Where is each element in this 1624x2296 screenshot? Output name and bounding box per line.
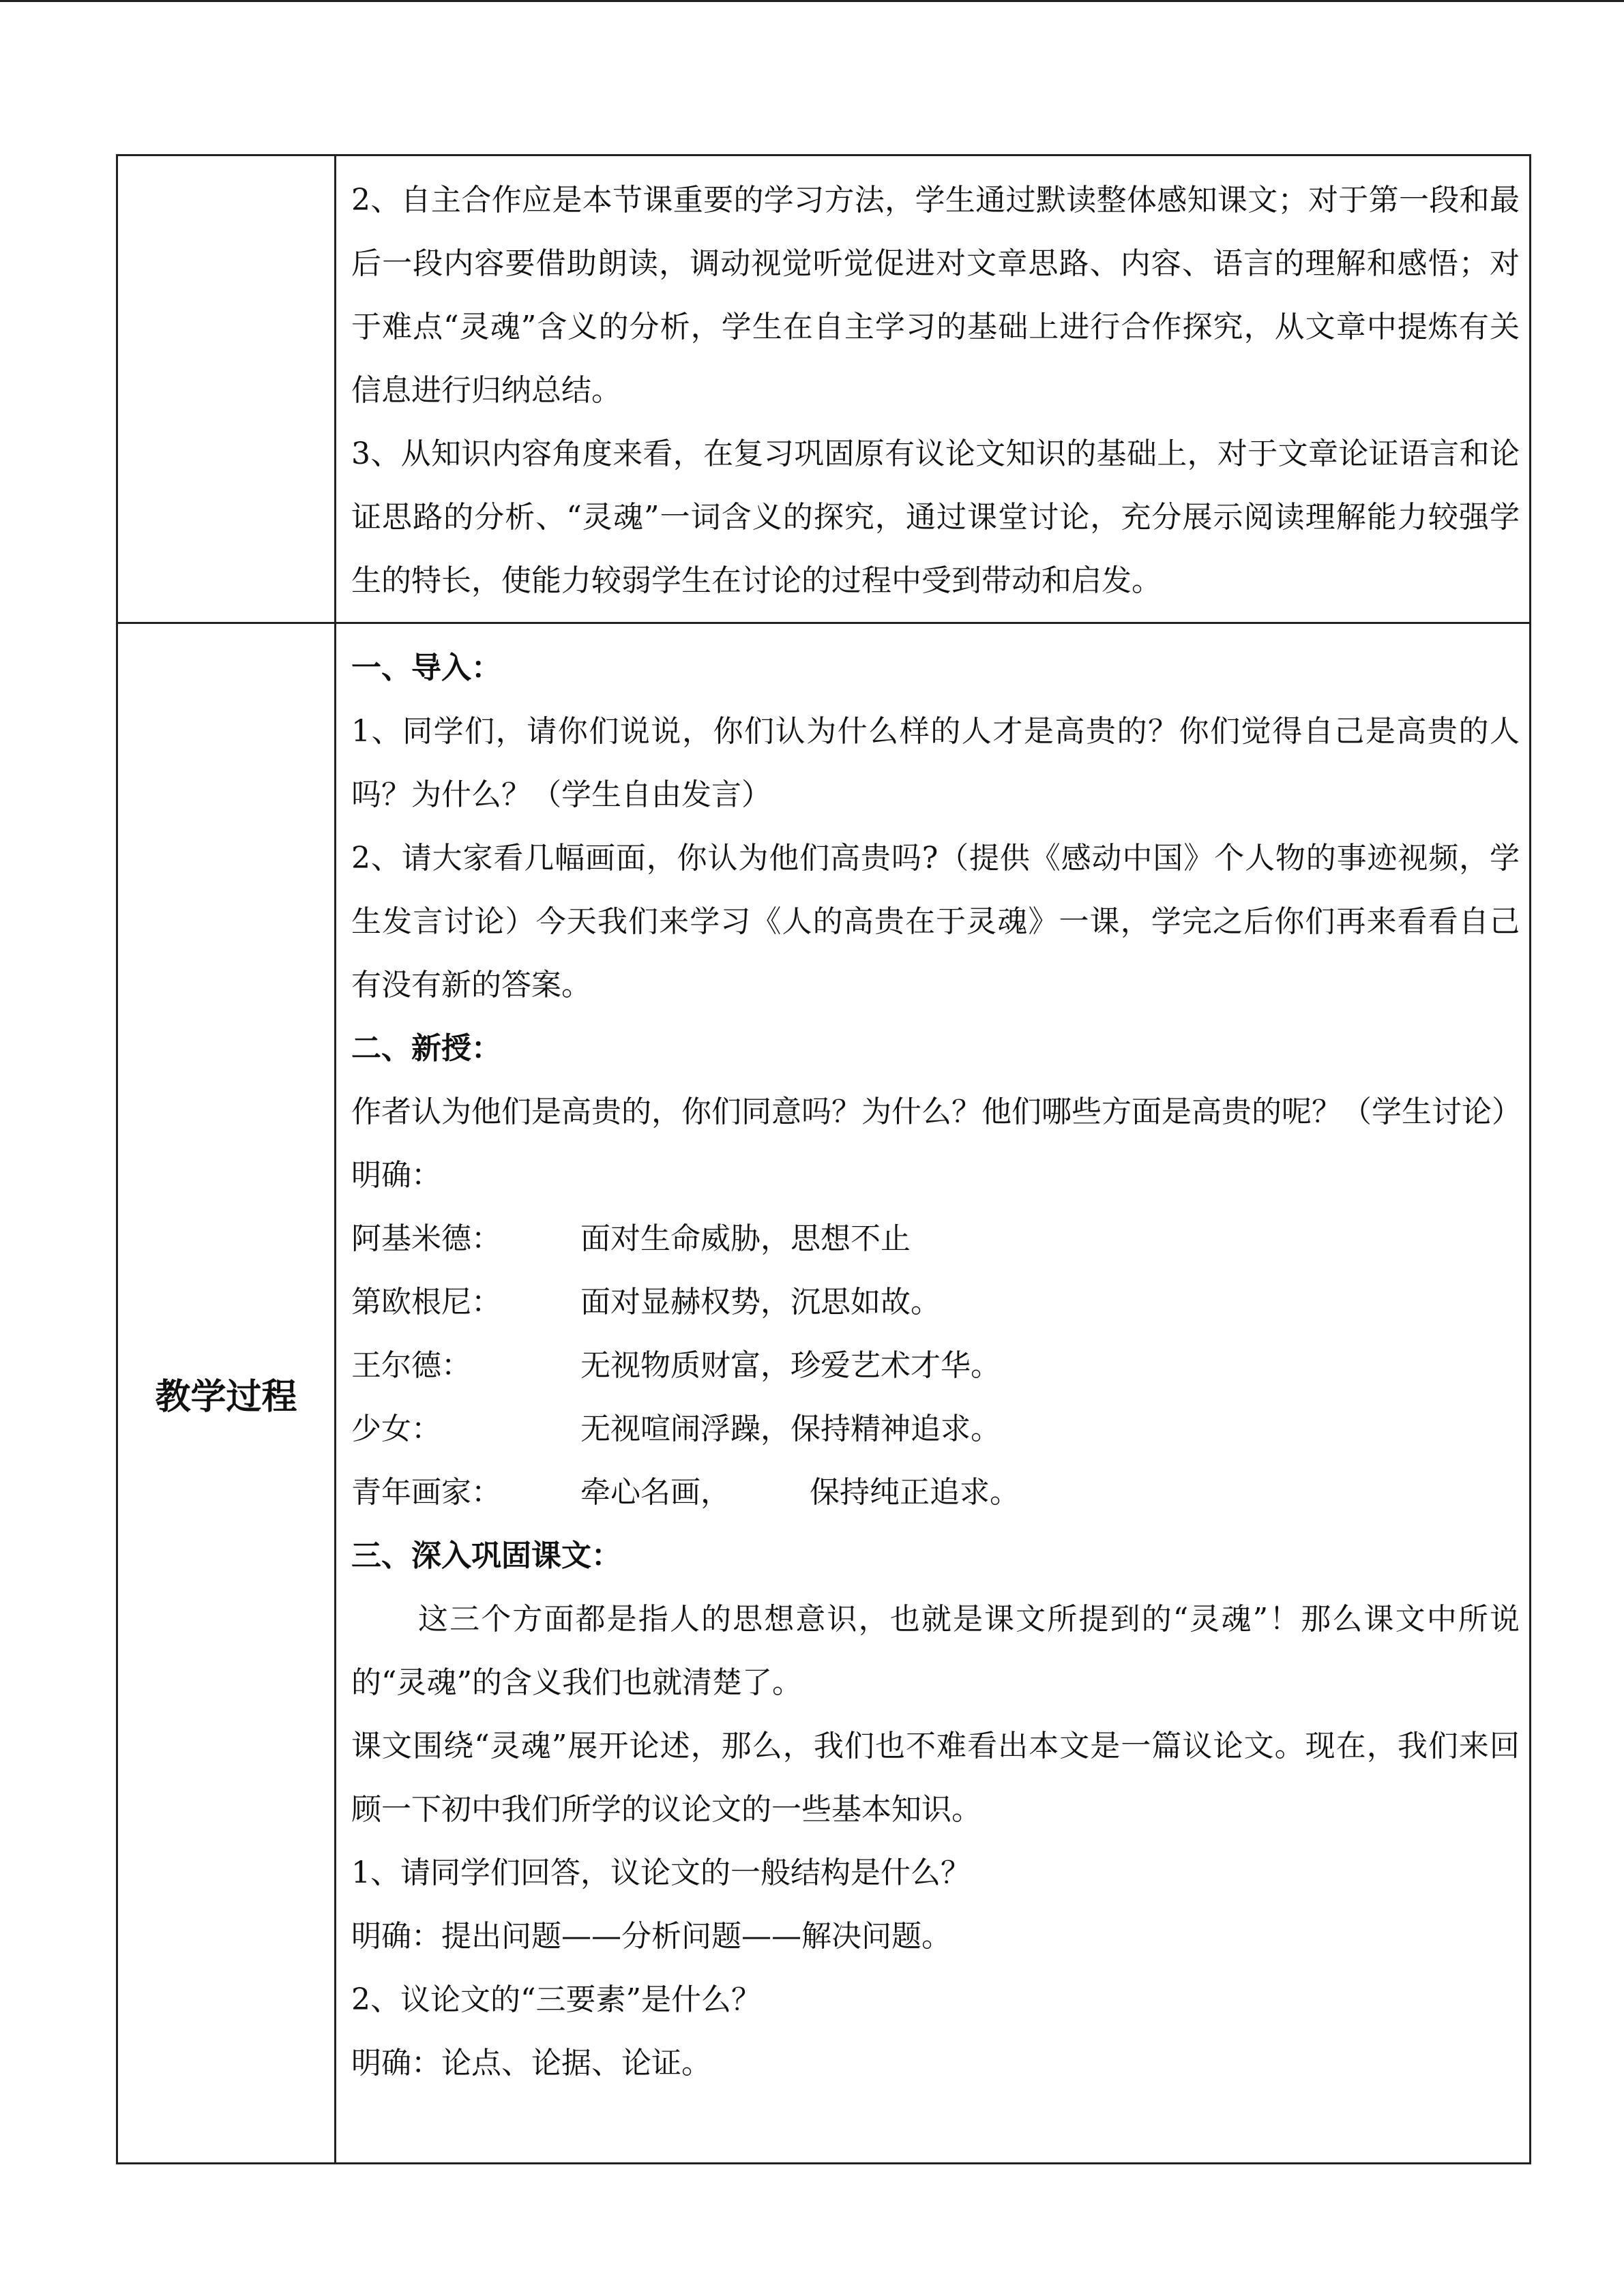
section-heading-intro: 一、导入： <box>351 651 501 685</box>
row-label-teaching-process: 教学过程 <box>117 623 336 2164</box>
intro-question-2: 2、请大家看几幅画面，你认为他们高贵吗?（提供《感动中国》个人物的事迹视频，学生发言讨论）今天我们来学习《人的高贵在于灵魂》一课，学完之后你们再来看看自己有没有新的答案。 <box>351 841 1520 1002</box>
person-row-wilde <box>351 1334 1520 1397</box>
paragraph-method-3: 3、从知识内容角度来看，在复习巩固原有议论文知识的基础上，对于文章论证语言和论证思路的分析、“灵魂”一词含义的探究，通过课堂讨论，充分展示阅读理解能力较强学生的特长，使能力较弱学生在讨论的过程中受到带动和启发。 <box>351 436 1520 598</box>
intro-question-1: 1、同学们，请你们说说，你们认为什么样的人才是高贵的？你们觉得自己是高贵的人吗？为什么？（学生自由发言） <box>351 714 1520 812</box>
person-name: 第欧根尼： <box>351 1285 501 1320</box>
person-row-archimedes <box>351 1207 1520 1270</box>
person-name: 阿基米德： <box>351 1221 501 1256</box>
person-description-part-b: 保持纯正追求。 <box>810 1475 1020 1510</box>
empty-label-cell <box>117 155 336 623</box>
learning-methods-cell <box>336 155 1531 623</box>
page-top-rule <box>0 0 1624 2</box>
table-row <box>117 155 1531 623</box>
clarify-label: 明确： <box>351 1158 441 1193</box>
person-name: 少女： <box>351 1412 441 1446</box>
consolidate-paragraph-2: 课文围绕“灵魂”展开论述，那么，我们也不难看出本文是一篇议论文。现在，我们来回顾一下初中我们所学的议论文的一些基本知识。 <box>351 1729 1520 1827</box>
person-row-girl <box>351 1397 1520 1461</box>
section-heading-consolidate: 三、深入巩固课文： <box>351 1538 621 1573</box>
person-description: 无视喧闹浮躁，保持精神追求。 <box>580 1412 1001 1446</box>
answer-structure: 明确：提出问题——分析问题——解决问题。 <box>351 1919 951 1954</box>
person-row-diogenes <box>351 1270 1520 1334</box>
person-description: 面对生命威胁，思想不止 <box>580 1221 911 1256</box>
consolidate-paragraph-1: 这三个方面都是指人的思想意识，也就是课文所提到的“灵魂”！那么课文中所说的“灵魂”的含义我们也就清楚了。 <box>351 1602 1520 1700</box>
teaching-process-cell <box>336 623 1531 2164</box>
lesson-plan-table <box>116 154 1531 2164</box>
section-heading-new-lesson: 二、新授： <box>351 1031 501 1066</box>
paragraph-method-2: 2、自主合作应是本节课重要的学习方法，学生通过默读整体感知课文；对于第一段和最后一段内容要借助朗读，调动视觉听觉促进对文章思路、内容、语言的理解和感悟；对于难点“灵魂”含义的分析，学生在自主学习的基础上进行合作探究，从文章中提炼有关信息进行归纳总结。 <box>351 183 1520 408</box>
person-description-part-a: 牵心名画， <box>580 1475 730 1510</box>
question-structure: 1、请同学们回答，议论文的一般结构是什么？ <box>351 1855 971 1890</box>
person-row-young-painter <box>351 1461 1520 1524</box>
person-description: 面对显赫权势，沉思如故。 <box>580 1285 941 1320</box>
question-three-elements: 2、议论文的“三要素”是什么？ <box>351 1982 761 2017</box>
answer-three-elements: 明确：论点、论据、论证。 <box>351 2046 711 2081</box>
table-row <box>117 623 1531 2164</box>
person-name: 青年画家： <box>351 1475 501 1510</box>
person-name: 王尔德： <box>351 1348 471 1383</box>
person-description: 无视物质财富，珍爱艺术才华。 <box>580 1348 1001 1383</box>
new-lesson-question: 作者认为他们是高贵的，你们同意吗？为什么？他们哪些方面是高贵的呢？（学生讨论） <box>351 1094 1522 1129</box>
